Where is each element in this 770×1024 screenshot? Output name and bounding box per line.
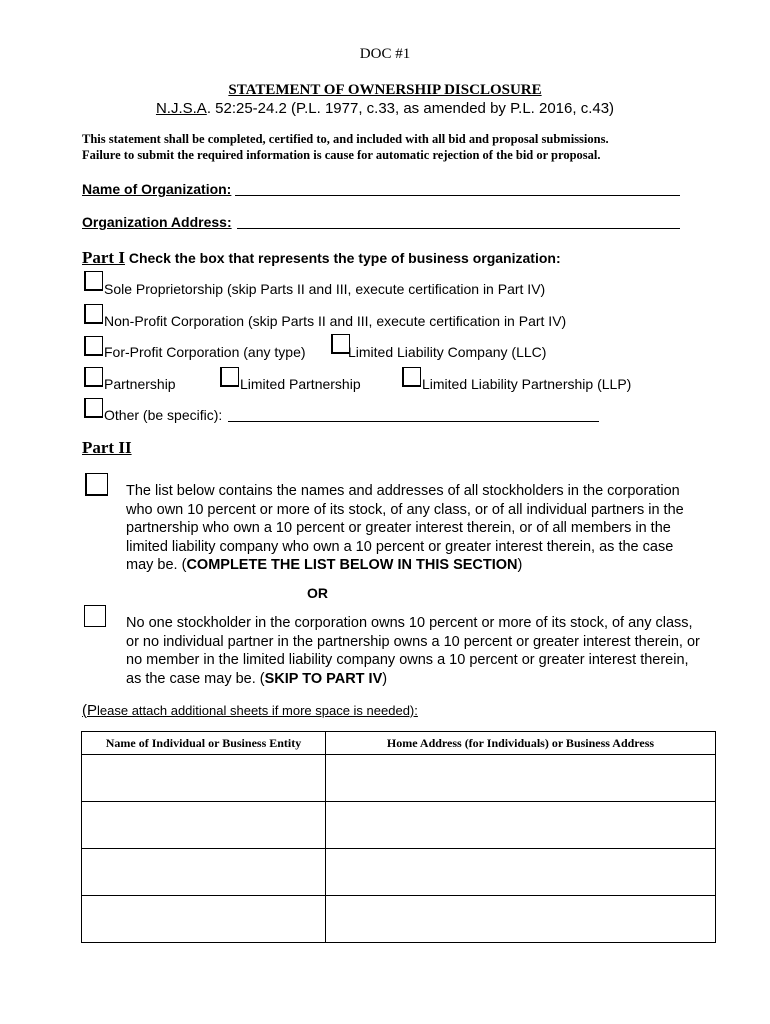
table-row bbox=[82, 849, 716, 896]
no-stockholder-checkbox[interactable] bbox=[84, 605, 106, 627]
part1-instruction: Check the box that represents the type of business organization: bbox=[124, 250, 561, 266]
forprofit-checkbox[interactable] bbox=[84, 336, 103, 356]
partnership-checkbox[interactable] bbox=[84, 367, 103, 387]
sole-proprietorship-label: Sole Proprietorship (skip Parts II and III, execute certification in Part IV) bbox=[104, 281, 546, 297]
table-header-row bbox=[82, 732, 716, 755]
stockholder-list-option bbox=[126, 482, 701, 575]
organization-address-label: Organization Address: bbox=[82, 214, 232, 230]
doc-number: DOC #1 bbox=[359, 46, 411, 62]
no-stockholder-option bbox=[126, 614, 701, 688]
address-cell[interactable] bbox=[326, 802, 716, 849]
organization-name-field[interactable] bbox=[235, 195, 680, 196]
other-specify-field[interactable] bbox=[228, 421, 599, 422]
or-separator: OR bbox=[307, 585, 328, 601]
form-title: STATEMENT OF OWNERSHIP DISCLOSURE bbox=[228, 82, 542, 98]
stockholder-list-text: The list below contains the names and addresses of all stockholders in the corporation who own 10 percent or more of its stock, of any class, or of all individual partners in the partnership who own a 10 percent or greater interest therein, or of all members in the limited liability company who own a 10 percent or greater interest therein, as the case may be. ( bbox=[126, 483, 684, 573]
intro-line-2: Failure to submit the required information is cause for automatic rejection of the bid or proposal. bbox=[82, 148, 601, 162]
address-cell[interactable] bbox=[326, 755, 716, 802]
intro-instructions bbox=[82, 131, 609, 163]
statute-reference bbox=[0, 100, 770, 117]
statute-details: . 52:25-24.2 (P.L. 1977, c.33, as amended by P.L. 2016, c.43) bbox=[206, 100, 615, 117]
nonprofit-checkbox[interactable] bbox=[84, 304, 103, 324]
no-stockholder-close: ) bbox=[382, 670, 388, 687]
attach-sheets-note bbox=[82, 702, 418, 719]
intro-line-1: This statement shall be completed, certified to, and included with all bid and proposal submissions. bbox=[82, 132, 609, 146]
name-cell[interactable] bbox=[82, 802, 326, 849]
stockholder-list-close: ) bbox=[517, 557, 523, 573]
organization-name-label: Name of Organization: bbox=[82, 181, 232, 197]
name-cell[interactable] bbox=[82, 896, 326, 943]
name-column-header: Name of Individual or Business Entity bbox=[82, 732, 326, 755]
part1-header bbox=[82, 248, 561, 268]
address-column-header: Home Address (for Individuals) or Business Address bbox=[326, 732, 716, 755]
llc-label: Limited Liability Company (LLC) bbox=[348, 344, 547, 360]
table-row bbox=[82, 802, 716, 849]
forprofit-label: For-Profit Corporation (any type) bbox=[104, 344, 306, 360]
note-open: (P bbox=[82, 702, 97, 719]
address-cell[interactable] bbox=[326, 849, 716, 896]
note-rest: lease attach additional sheets if more space is needed): bbox=[97, 703, 418, 718]
stockholder-list-instruction: COMPLETE THE LIST BELOW IN THIS SECTION bbox=[186, 557, 518, 573]
ownership-table bbox=[81, 731, 716, 943]
no-stockholder-instruction: SKIP TO PART IV bbox=[264, 670, 383, 687]
sole-proprietorship-checkbox[interactable] bbox=[84, 271, 103, 291]
partnership-label: Partnership bbox=[104, 376, 176, 392]
stockholder-list-checkbox[interactable] bbox=[85, 473, 108, 496]
other-label: Other (be specific): bbox=[104, 407, 223, 423]
table-row bbox=[82, 755, 716, 802]
nonprofit-label: Non-Profit Corporation (skip Parts II and III, execute certification in Part IV) bbox=[104, 313, 567, 329]
organization-address-field[interactable] bbox=[237, 228, 680, 229]
statute-code: N.J.S.A bbox=[155, 100, 207, 117]
no-stockholder-text: No one stockholder in the corporation owns 10 percent or more of its stock, of any class, or no individual partner in the partnership owns a 10 percent or greater interest therein, or no member in the limited liability company owns a 10 percent or greater interest therein, as the case may be. ( bbox=[126, 615, 700, 687]
address-cell[interactable] bbox=[326, 896, 716, 943]
llp-label: Limited Liability Partnership (LLP) bbox=[422, 376, 632, 392]
other-checkbox[interactable] bbox=[84, 398, 103, 418]
limited-partnership-label: Limited Partnership bbox=[240, 376, 361, 392]
part2-heading: Part II bbox=[82, 438, 132, 457]
name-cell[interactable] bbox=[82, 849, 326, 896]
table-row bbox=[82, 896, 716, 943]
limited-partnership-checkbox[interactable] bbox=[220, 367, 239, 387]
part1-heading: Part I bbox=[82, 248, 125, 267]
name-cell[interactable] bbox=[82, 755, 326, 802]
llp-checkbox[interactable] bbox=[402, 367, 421, 387]
